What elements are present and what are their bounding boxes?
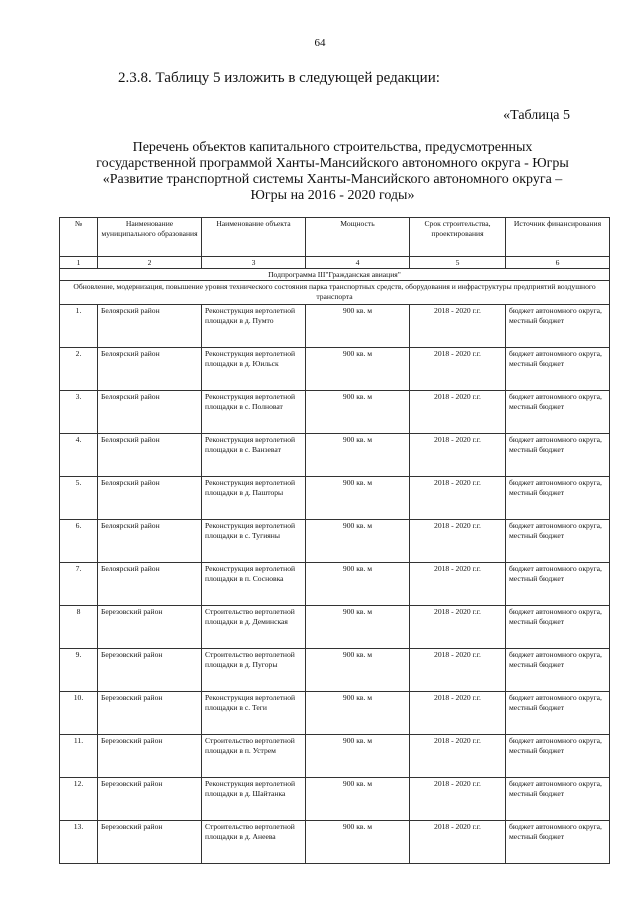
- title-line: Югры на 2016 - 2020 годы»: [250, 188, 415, 203]
- row-number: 13.: [60, 821, 98, 864]
- object-name-cell: Реконструкция вертолетной площадки в д. Пашторы: [202, 477, 306, 520]
- subprogram-row: [60, 269, 610, 281]
- municipality-cell: Березовский район: [98, 735, 202, 778]
- period-cell: 2018 - 2020 г.г.: [410, 649, 506, 692]
- capacity-cell: 900 кв. м: [306, 821, 410, 864]
- table-row: [60, 649, 610, 692]
- row-number: 9.: [60, 649, 98, 692]
- document-title: [60, 140, 605, 204]
- period-cell: 2018 - 2020 г.г.: [410, 305, 506, 348]
- row-number: 2.: [60, 348, 98, 391]
- funding-source-cell: бюджет автономного округа, местный бюджет: [506, 821, 610, 864]
- objects-table: [59, 217, 610, 864]
- municipality-cell: Белоярский район: [98, 477, 202, 520]
- funding-source-cell: бюджет автономного округа, местный бюджет: [506, 692, 610, 735]
- capacity-cell: 900 кв. м: [306, 348, 410, 391]
- municipality-cell: Белоярский район: [98, 391, 202, 434]
- capacity-cell: 900 кв. м: [306, 778, 410, 821]
- column-number: 5: [410, 257, 506, 269]
- title-line: «Развитие транспортной системы Ханты-Мансийского автономного округа –: [102, 172, 563, 187]
- header-municipality: Наименование муниципального образования: [98, 218, 202, 257]
- header-no: №: [60, 218, 98, 257]
- object-name-cell: Строительство вертолетной площадки в д. Деминская: [202, 606, 306, 649]
- object-name-cell: Реконструкция вертолетной площадки в с. Полноват: [202, 391, 306, 434]
- section-heading: 2.3.8. Таблицу 5 изложить в следующей редакции:: [118, 70, 440, 86]
- page-number: 64: [314, 37, 326, 49]
- capacity-cell: 900 кв. м: [306, 606, 410, 649]
- funding-source-cell: бюджет автономного округа, местный бюджет: [506, 778, 610, 821]
- header-capacity: Мощность: [306, 218, 410, 257]
- period-cell: 2018 - 2020 г.г.: [410, 477, 506, 520]
- capacity-cell: 900 кв. м: [306, 434, 410, 477]
- object-name-cell: Строительство вертолетной площадки в д. Анеева: [202, 821, 306, 864]
- object-name-cell: Строительство вертолетной площадки в п. Устрем: [202, 735, 306, 778]
- funding-source-cell: бюджет автономного округа, местный бюджет: [506, 606, 610, 649]
- table-row: [60, 348, 610, 391]
- municipality-cell: Белоярский район: [98, 348, 202, 391]
- column-number: 6: [506, 257, 610, 269]
- title-line: государственной программой Ханты-Мансийского автономного округа - Югры: [96, 156, 569, 171]
- subprogram-title: Подпрограмма III"Гражданская авиация": [60, 269, 610, 281]
- header-period: Срок строительства, проектирования: [410, 218, 506, 257]
- funding-source-cell: бюджет автономного округа, местный бюджет: [506, 649, 610, 692]
- period-cell: 2018 - 2020 г.г.: [410, 821, 506, 864]
- table-row: [60, 735, 610, 778]
- capacity-cell: 900 кв. м: [306, 520, 410, 563]
- capacity-cell: 900 кв. м: [306, 649, 410, 692]
- header-source: Источник финансирования: [506, 218, 610, 257]
- row-number: 4.: [60, 434, 98, 477]
- row-number: 8: [60, 606, 98, 649]
- row-number: 6.: [60, 520, 98, 563]
- capacity-cell: 900 кв. м: [306, 391, 410, 434]
- municipality-cell: Белоярский район: [98, 305, 202, 348]
- funding-source-cell: бюджет автономного округа, местный бюджет: [506, 305, 610, 348]
- municipality-cell: Березовский район: [98, 821, 202, 864]
- municipality-cell: Белоярский район: [98, 563, 202, 606]
- table-row: [60, 606, 610, 649]
- column-number: 3: [202, 257, 306, 269]
- table-row: [60, 520, 610, 563]
- row-number: 10.: [60, 692, 98, 735]
- row-number: 3.: [60, 391, 98, 434]
- column-number: 4: [306, 257, 410, 269]
- capacity-cell: 900 кв. м: [306, 477, 410, 520]
- object-name-cell: Реконструкция вертолетной площадки в с. Тугияны: [202, 520, 306, 563]
- object-name-cell: Реконструкция вертолетной площадки в д. Шайтанка: [202, 778, 306, 821]
- municipality-cell: Березовский район: [98, 778, 202, 821]
- table-row: [60, 563, 610, 606]
- municipality-cell: Березовский район: [98, 606, 202, 649]
- object-name-cell: Реконструкция вертолетной площадки в с. Теги: [202, 692, 306, 735]
- header-object: Наименование объекта: [202, 218, 306, 257]
- object-name-cell: Реконструкция вертолетной площадки в с. Ванзеват: [202, 434, 306, 477]
- period-cell: 2018 - 2020 г.г.: [410, 606, 506, 649]
- table-row: [60, 391, 610, 434]
- capacity-cell: 900 кв. м: [306, 305, 410, 348]
- table-row: [60, 778, 610, 821]
- row-number: 11.: [60, 735, 98, 778]
- table-row: [60, 821, 610, 864]
- row-number: 5.: [60, 477, 98, 520]
- table-row: [60, 692, 610, 735]
- row-number: 12.: [60, 778, 98, 821]
- object-name-cell: Реконструкция вертолетной площадки в д. Юильск: [202, 348, 306, 391]
- period-cell: 2018 - 2020 г.г.: [410, 434, 506, 477]
- capacity-cell: 900 кв. м: [306, 563, 410, 606]
- funding-source-cell: бюджет автономного округа, местный бюджет: [506, 348, 610, 391]
- column-number: 2: [98, 257, 202, 269]
- funding-source-cell: бюджет автономного округа, местный бюджет: [506, 735, 610, 778]
- period-cell: 2018 - 2020 г.г.: [410, 520, 506, 563]
- object-name-cell: Строительство вертолетной площадки в д. Пугоры: [202, 649, 306, 692]
- municipality-cell: Березовский район: [98, 692, 202, 735]
- row-number: 7.: [60, 563, 98, 606]
- title-line: Перечень объектов капитального строительства, предусмотренных: [132, 140, 533, 155]
- funding-source-cell: бюджет автономного округа, местный бюджет: [506, 563, 610, 606]
- funding-source-cell: бюджет автономного округа, местный бюджет: [506, 477, 610, 520]
- municipality-cell: Белоярский район: [98, 520, 202, 563]
- table-row: [60, 434, 610, 477]
- period-cell: 2018 - 2020 г.г.: [410, 563, 506, 606]
- period-cell: 2018 - 2020 г.г.: [410, 692, 506, 735]
- period-cell: 2018 - 2020 г.г.: [410, 391, 506, 434]
- table-row: [60, 305, 610, 348]
- period-cell: 2018 - 2020 г.г.: [410, 348, 506, 391]
- municipality-cell: Белоярский район: [98, 434, 202, 477]
- table-row: [60, 477, 610, 520]
- object-name-cell: Реконструкция вертолетной площадки в п. Сосновка: [202, 563, 306, 606]
- column-number-row: [60, 257, 610, 269]
- funding-source-cell: бюджет автономного округа, местный бюджет: [506, 434, 610, 477]
- column-number: 1: [60, 257, 98, 269]
- period-cell: 2018 - 2020 г.г.: [410, 778, 506, 821]
- group-row: [60, 281, 610, 305]
- municipality-cell: Березовский район: [98, 649, 202, 692]
- group-title: Обновление, модернизация, повышение уровня технического состояния парка транспортных средств, оборудования и инфраструктуры предприятий воздушного транспорта: [60, 281, 610, 305]
- header-row: [60, 218, 610, 257]
- funding-source-cell: бюджет автономного округа, местный бюджет: [506, 391, 610, 434]
- row-number: 1.: [60, 305, 98, 348]
- funding-source-cell: бюджет автономного округа, местный бюджет: [506, 520, 610, 563]
- capacity-cell: 900 кв. м: [306, 735, 410, 778]
- object-name-cell: Реконструкция вертолетной площадки в д. Пумто: [202, 305, 306, 348]
- capacity-cell: 900 кв. м: [306, 692, 410, 735]
- table-caption: «Таблица 5: [503, 108, 570, 123]
- period-cell: 2018 - 2020 г.г.: [410, 735, 506, 778]
